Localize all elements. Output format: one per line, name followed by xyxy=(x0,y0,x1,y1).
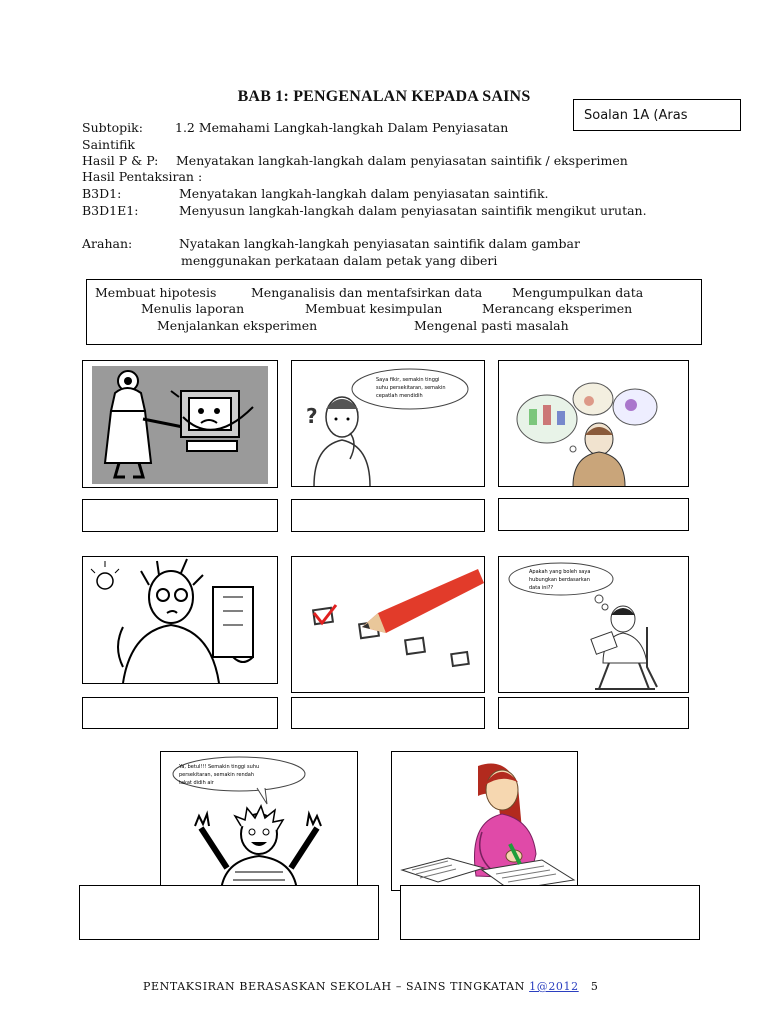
arahan-line1: Nyatakan langkah-langkah penyiasatan saintifik dalam gambar xyxy=(179,236,580,251)
word-bank-item: Menganalisis dan mentafsirkan data xyxy=(251,285,483,300)
b3d1e1-value: Menyusun langkah-langkah dalam penyiasatan saintifik mengikut urutan. xyxy=(179,203,647,218)
word-bank-item: Membuat hipotesis xyxy=(95,285,217,300)
hasil-pp-value: Menyatakan langkah-langkah dalam penyiasatan saintifik / eksperimen xyxy=(176,153,628,168)
picture-girl-writing xyxy=(391,751,578,891)
bubble-text: persekitaran, semakin rendah xyxy=(179,772,255,778)
arahan-line2: menggunakan perkataan dalam petak yang diberi xyxy=(181,253,498,268)
bubble-text: takat didih air xyxy=(179,780,214,786)
page-title: BAB 1: PENGENALAN KEPADA SAINS xyxy=(237,88,531,105)
bubble-text: Saya fikir, semakin tinggi xyxy=(376,377,440,383)
answer-box-5[interactable] xyxy=(291,697,485,729)
svg-text:?: ? xyxy=(306,404,318,428)
bubble-text: cepatlah mendidih xyxy=(376,393,423,399)
word-bank-item: Menjalankan eksperimen xyxy=(157,318,318,333)
answer-box-8[interactable] xyxy=(400,885,700,940)
answer-box-6[interactable] xyxy=(498,697,689,729)
word-bank-item: Mengenal pasti masalah xyxy=(414,318,569,333)
b3d1-value: Menyatakan langkah-langkah dalam penyiasatan saintifik. xyxy=(179,186,549,201)
answer-box-1[interactable] xyxy=(82,499,278,532)
footer-link[interactable]: 1@2012 xyxy=(529,980,579,993)
bubble-text: Ya, betul!!! Semakin tinggi suhu xyxy=(179,764,260,770)
subtopik-cont: Saintifik xyxy=(82,137,135,152)
footer xyxy=(143,980,598,993)
word-bank-item: Menulis laporan xyxy=(141,301,245,316)
soalan-box: Soalan 1A (Aras xyxy=(573,99,741,131)
picture-red-pencil-checkboxes xyxy=(291,556,485,693)
answer-box-3[interactable] xyxy=(498,498,689,531)
b3d1e1-label: B3D1E1: xyxy=(82,203,139,218)
word-bank-item: Mengumpulkan data xyxy=(512,285,644,300)
bubble-text: hubungkan berdasarkan xyxy=(529,577,590,583)
subtopik-label: Subtopik: xyxy=(82,120,143,135)
hasil-pp-label: Hasil P & P: xyxy=(82,153,159,168)
subtopik-value: 1.2 Memahami Langkah-langkah Dalam Penyiasatan xyxy=(175,120,509,135)
bubble-text: suhu persekitaran, semakin xyxy=(376,385,446,391)
answer-box-2[interactable] xyxy=(291,499,485,532)
arahan-label: Arahan: xyxy=(82,236,133,251)
picture-scientist-experiment xyxy=(82,556,278,684)
answer-box-4[interactable] xyxy=(82,697,278,729)
word-bank-item: Membuat kesimpulan xyxy=(305,301,443,316)
picture-boy-cheering xyxy=(160,751,358,891)
picture-doctor-computer xyxy=(82,360,278,488)
page-number: 5 xyxy=(590,980,599,993)
footer-text: PENTAKSIRAN BERASASKAN SEKOLAH – SAINS TINGKATAN xyxy=(143,980,526,993)
bubble-text: data ini?? xyxy=(529,585,554,591)
b3d1-label: B3D1: xyxy=(82,186,122,201)
answer-box-7[interactable] xyxy=(79,885,379,940)
picture-boy-reading xyxy=(498,556,689,693)
picture-scientist-thinking xyxy=(498,360,689,487)
picture-boy-thinking xyxy=(291,360,485,487)
bubble-text: Apakah yang boleh saya xyxy=(529,569,591,575)
hasil-pentaksiran: Hasil Pentaksiran : xyxy=(82,169,203,184)
word-bank-item: Merancang eksperimen xyxy=(482,301,633,316)
